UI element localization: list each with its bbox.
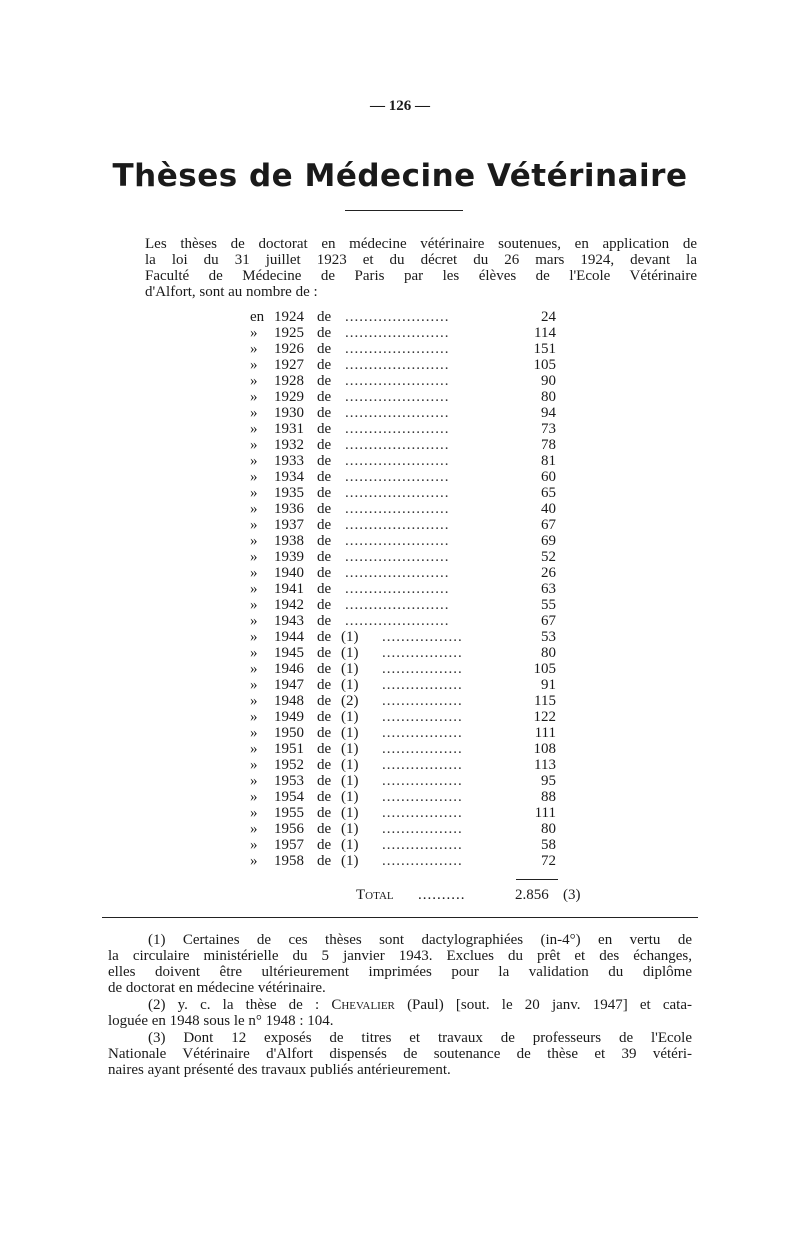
row-de: de	[317, 453, 332, 469]
row-prefix: »	[250, 661, 258, 677]
row-de: de	[317, 501, 332, 517]
row-prefix: »	[250, 357, 258, 373]
table-row	[250, 693, 570, 709]
row-prefix: »	[250, 821, 258, 837]
row-de: de	[317, 341, 332, 357]
row-count: 53	[541, 629, 556, 645]
row-leader-dots: .................	[382, 773, 463, 789]
row-count: 67	[541, 517, 556, 533]
row-count: 122	[533, 709, 556, 725]
row-prefix: »	[250, 837, 258, 853]
row-leader-dots: ......................	[345, 501, 450, 517]
row-prefix: »	[250, 725, 258, 741]
table-row	[250, 453, 570, 469]
row-leader-dots: ......................	[345, 533, 450, 549]
page-title: Thèses de Médecine Vétérinaire	[112, 158, 688, 194]
table-row	[250, 773, 570, 789]
row-de: de	[317, 549, 332, 565]
table-row	[250, 485, 570, 501]
thesis-count-table	[250, 309, 570, 869]
row-note-ref: (2)	[341, 693, 359, 709]
row-leader-dots: ......................	[345, 341, 450, 357]
table-row	[250, 549, 570, 565]
row-prefix: »	[250, 677, 258, 693]
row-leader-dots: ......................	[345, 453, 450, 469]
row-count: 108	[533, 741, 556, 757]
table-row	[250, 837, 570, 853]
row-de: de	[317, 629, 332, 645]
table-row	[250, 357, 570, 373]
footnote-line: loguée en 1948 sous le n° 1948 : 104.	[108, 1013, 334, 1029]
table-row	[250, 517, 570, 533]
row-year: 1943	[274, 613, 304, 629]
row-count: 88	[541, 789, 556, 805]
row-de: de	[317, 757, 332, 773]
row-de: de	[317, 661, 332, 677]
row-year: 1929	[274, 389, 304, 405]
row-prefix: »	[250, 581, 258, 597]
table-row	[250, 341, 570, 357]
row-year: 1955	[274, 805, 304, 821]
table-row	[250, 533, 570, 549]
row-leader-dots: .................	[382, 837, 463, 853]
row-year: 1926	[274, 341, 304, 357]
row-year: 1956	[274, 821, 304, 837]
row-count: 151	[533, 341, 556, 357]
row-count: 55	[541, 597, 556, 613]
table-row	[250, 661, 570, 677]
footnote-3	[108, 1030, 692, 1078]
row-count: 95	[541, 773, 556, 789]
row-count: 81	[541, 453, 556, 469]
table-row	[250, 725, 570, 741]
row-de: de	[317, 741, 332, 757]
row-prefix: »	[250, 709, 258, 725]
row-year: 1952	[274, 757, 304, 773]
row-year: 1925	[274, 325, 304, 341]
row-de: de	[317, 597, 332, 613]
row-prefix: »	[250, 789, 258, 805]
table-row	[250, 709, 570, 725]
table-row	[250, 821, 570, 837]
row-count: 73	[541, 421, 556, 437]
table-row	[250, 789, 570, 805]
row-prefix: »	[250, 565, 258, 581]
row-leader-dots: ......................	[345, 357, 450, 373]
table-row	[250, 437, 570, 453]
row-count: 80	[541, 645, 556, 661]
table-row	[250, 645, 570, 661]
row-de: de	[317, 405, 332, 421]
table-row	[250, 677, 570, 693]
table-row	[250, 853, 570, 869]
row-year: 1946	[274, 661, 304, 677]
row-year: 1934	[274, 469, 304, 485]
row-count: 40	[541, 501, 556, 517]
row-year: 1927	[274, 357, 304, 373]
row-leader-dots: .................	[382, 661, 463, 677]
row-de: de	[317, 613, 332, 629]
row-year: 1936	[274, 501, 304, 517]
row-leader-dots: ......................	[345, 373, 450, 389]
footnote-text: (2) y. c. la thèse de :	[148, 997, 320, 1013]
row-leader-dots: ......................	[345, 309, 450, 325]
row-de: de	[317, 773, 332, 789]
row-year: 1938	[274, 533, 304, 549]
row-de: de	[317, 325, 332, 341]
row-count: 78	[541, 437, 556, 453]
table-row	[250, 581, 570, 597]
table-row	[250, 805, 570, 821]
row-note-ref: (1)	[341, 661, 359, 677]
total-label: Total	[356, 887, 394, 903]
total-row	[356, 887, 596, 903]
row-count: 105	[533, 357, 556, 373]
row-leader-dots: .................	[382, 693, 463, 709]
row-prefix: »	[250, 533, 258, 549]
row-de: de	[317, 309, 332, 325]
row-prefix: »	[250, 373, 258, 389]
row-count: 80	[541, 389, 556, 405]
row-count: 58	[541, 837, 556, 853]
row-note-ref: (1)	[341, 645, 359, 661]
row-year: 1939	[274, 549, 304, 565]
total-leader-dots: ..........	[418, 887, 466, 903]
table-row	[250, 325, 570, 341]
row-note-ref: (1)	[341, 757, 359, 773]
row-count: 24	[541, 309, 556, 325]
row-count: 63	[541, 581, 556, 597]
row-note-ref: (1)	[341, 853, 359, 869]
row-year: 1924	[274, 309, 304, 325]
row-count: 111	[534, 805, 556, 821]
row-note-ref: (1)	[341, 709, 359, 725]
row-de: de	[317, 709, 332, 725]
row-leader-dots: ......................	[345, 405, 450, 421]
row-prefix: »	[250, 501, 258, 517]
row-prefix: »	[250, 421, 258, 437]
intro-line: Faculté de Médecine de Paris par les élèves de l'Ecole Vétérinaire	[145, 268, 697, 284]
row-prefix: »	[250, 741, 258, 757]
row-de: de	[317, 421, 332, 437]
row-de: de	[317, 853, 332, 869]
row-count: 26	[541, 565, 556, 581]
footnote-line: (1) Certaines de ces thèses sont dactylographiées (in-4°) en vertu de	[148, 932, 692, 948]
row-prefix: »	[250, 773, 258, 789]
row-prefix: »	[250, 613, 258, 629]
row-prefix: »	[250, 597, 258, 613]
row-leader-dots: ......................	[345, 517, 450, 533]
row-de: de	[317, 789, 332, 805]
row-de: de	[317, 837, 332, 853]
row-prefix: »	[250, 469, 258, 485]
row-year: 1931	[274, 421, 304, 437]
row-prefix: »	[250, 453, 258, 469]
row-de: de	[317, 805, 332, 821]
footnote-text: (Paul) [sout. le 20 janv. 1947] et cata-	[407, 997, 693, 1013]
table-row	[250, 309, 570, 325]
row-count: 91	[541, 677, 556, 693]
row-prefix: »	[250, 549, 258, 565]
row-year: 1933	[274, 453, 304, 469]
table-row	[250, 613, 570, 629]
row-de: de	[317, 693, 332, 709]
row-leader-dots: .................	[382, 789, 463, 805]
row-prefix: en	[250, 309, 265, 325]
row-count: 105	[533, 661, 556, 677]
row-note-ref: (1)	[341, 725, 359, 741]
row-prefix: »	[250, 805, 258, 821]
row-note-ref: (1)	[341, 805, 359, 821]
row-count: 60	[541, 469, 556, 485]
row-prefix: »	[250, 389, 258, 405]
footnote-line: de doctorat en médecine vétérinaire.	[108, 980, 326, 996]
row-prefix: »	[250, 485, 258, 501]
row-note-ref: (1)	[341, 821, 359, 837]
row-note-ref: (1)	[341, 629, 359, 645]
row-year: 1944	[274, 629, 304, 645]
row-year: 1932	[274, 437, 304, 453]
row-leader-dots: .................	[382, 725, 463, 741]
footnote-line: elles doivent être ultérieurement imprimées pour la validation du diplôme	[108, 964, 692, 980]
row-leader-dots: .................	[382, 853, 463, 869]
row-prefix: »	[250, 437, 258, 453]
row-de: de	[317, 533, 332, 549]
footnote-2	[108, 997, 692, 1029]
row-de: de	[317, 373, 332, 389]
row-prefix: »	[250, 757, 258, 773]
footnote-line	[108, 997, 692, 1013]
row-year: 1957	[274, 837, 304, 853]
table-row	[250, 565, 570, 581]
row-leader-dots: ......................	[345, 565, 450, 581]
row-de: de	[317, 565, 332, 581]
row-count: 52	[541, 549, 556, 565]
row-de: de	[317, 517, 332, 533]
row-year: 1945	[274, 645, 304, 661]
intro-line: d'Alfort, sont au nombre de :	[145, 284, 318, 300]
row-year: 1935	[274, 485, 304, 501]
row-prefix: »	[250, 853, 258, 869]
row-count: 65	[541, 485, 556, 501]
row-leader-dots: ......................	[345, 421, 450, 437]
total-value: 2.856	[515, 887, 549, 903]
row-year: 1949	[274, 709, 304, 725]
row-leader-dots: ......................	[345, 549, 450, 565]
row-count: 80	[541, 821, 556, 837]
row-note-ref: (1)	[341, 677, 359, 693]
row-year: 1951	[274, 741, 304, 757]
row-de: de	[317, 485, 332, 501]
row-note-ref: (1)	[341, 837, 359, 853]
row-leader-dots: .................	[382, 677, 463, 693]
intro-paragraph	[145, 236, 697, 300]
row-year: 1948	[274, 693, 304, 709]
title-underline	[345, 210, 463, 211]
table-row	[250, 373, 570, 389]
footnotes	[108, 932, 692, 1079]
table-row	[250, 741, 570, 757]
author-name: Chevalier	[331, 997, 395, 1013]
row-year: 1941	[274, 581, 304, 597]
total-rule	[516, 879, 558, 880]
row-year: 1947	[274, 677, 304, 693]
row-count: 69	[541, 533, 556, 549]
row-note-ref: (1)	[341, 789, 359, 805]
row-year: 1950	[274, 725, 304, 741]
row-count: 72	[541, 853, 556, 869]
row-leader-dots: ......................	[345, 469, 450, 485]
row-prefix: »	[250, 693, 258, 709]
row-leader-dots: ......................	[345, 437, 450, 453]
row-prefix: »	[250, 517, 258, 533]
row-year: 1958	[274, 853, 304, 869]
row-de: de	[317, 725, 332, 741]
row-de: de	[317, 645, 332, 661]
row-leader-dots: .................	[382, 629, 463, 645]
row-prefix: »	[250, 405, 258, 421]
footnote-separator	[102, 917, 698, 918]
row-leader-dots: .................	[382, 741, 463, 757]
row-count: 94	[541, 405, 556, 421]
row-prefix: »	[250, 341, 258, 357]
row-leader-dots: .................	[382, 709, 463, 725]
row-year: 1954	[274, 789, 304, 805]
row-de: de	[317, 389, 332, 405]
row-de: de	[317, 469, 332, 485]
row-leader-dots: ......................	[345, 613, 450, 629]
row-count: 114	[534, 325, 556, 341]
table-row	[250, 597, 570, 613]
row-count: 113	[534, 757, 556, 773]
footnote-line: (3) Dont 12 exposés de titres et travaux de professeurs de l'Ecole	[148, 1030, 692, 1046]
intro-line: la loi du 31 juillet 1923 et du décret du 26 mars 1924, devant la	[145, 252, 697, 268]
row-note-ref: (1)	[341, 773, 359, 789]
row-count: 115	[534, 693, 556, 709]
row-year: 1928	[274, 373, 304, 389]
row-de: de	[317, 677, 332, 693]
footnote-line: la circulaire ministérielle du 5 janvier 1943. Exclues du prêt et des échanges,	[108, 948, 692, 964]
row-year: 1953	[274, 773, 304, 789]
row-leader-dots: ......................	[345, 485, 450, 501]
row-note-ref: (1)	[341, 741, 359, 757]
row-de: de	[317, 357, 332, 373]
row-leader-dots: .................	[382, 821, 463, 837]
row-leader-dots: ......................	[345, 597, 450, 613]
row-de: de	[317, 821, 332, 837]
row-count: 90	[541, 373, 556, 389]
row-year: 1937	[274, 517, 304, 533]
row-count: 67	[541, 613, 556, 629]
row-leader-dots: ......................	[345, 325, 450, 341]
table-row	[250, 421, 570, 437]
row-year: 1930	[274, 405, 304, 421]
table-row	[250, 469, 570, 485]
row-leader-dots: .................	[382, 805, 463, 821]
table-row	[250, 405, 570, 421]
row-prefix: »	[250, 645, 258, 661]
table-row	[250, 629, 570, 645]
table-row	[250, 757, 570, 773]
row-count: 111	[534, 725, 556, 741]
row-leader-dots: .................	[382, 645, 463, 661]
row-de: de	[317, 437, 332, 453]
row-year: 1942	[274, 597, 304, 613]
intro-line: Les thèses de doctorat en médecine vétérinaire soutenues, en application de	[145, 236, 697, 252]
table-row	[250, 501, 570, 517]
page-number: — 126 —	[370, 98, 430, 114]
row-de: de	[317, 581, 332, 597]
row-prefix: »	[250, 629, 258, 645]
footnote-1	[108, 932, 692, 996]
row-leader-dots: ......................	[345, 389, 450, 405]
row-leader-dots: .................	[382, 757, 463, 773]
table-row	[250, 389, 570, 405]
row-prefix: »	[250, 325, 258, 341]
total-note-ref: (3)	[563, 887, 581, 903]
footnote-line: naires ayant présenté des travaux publiés antérieurement.	[108, 1062, 451, 1078]
row-year: 1940	[274, 565, 304, 581]
row-leader-dots: ......................	[345, 581, 450, 597]
footnote-line: Nationale Vétérinaire d'Alfort dispensés de soutenance de thèse et 39 vétéri-	[108, 1046, 692, 1062]
